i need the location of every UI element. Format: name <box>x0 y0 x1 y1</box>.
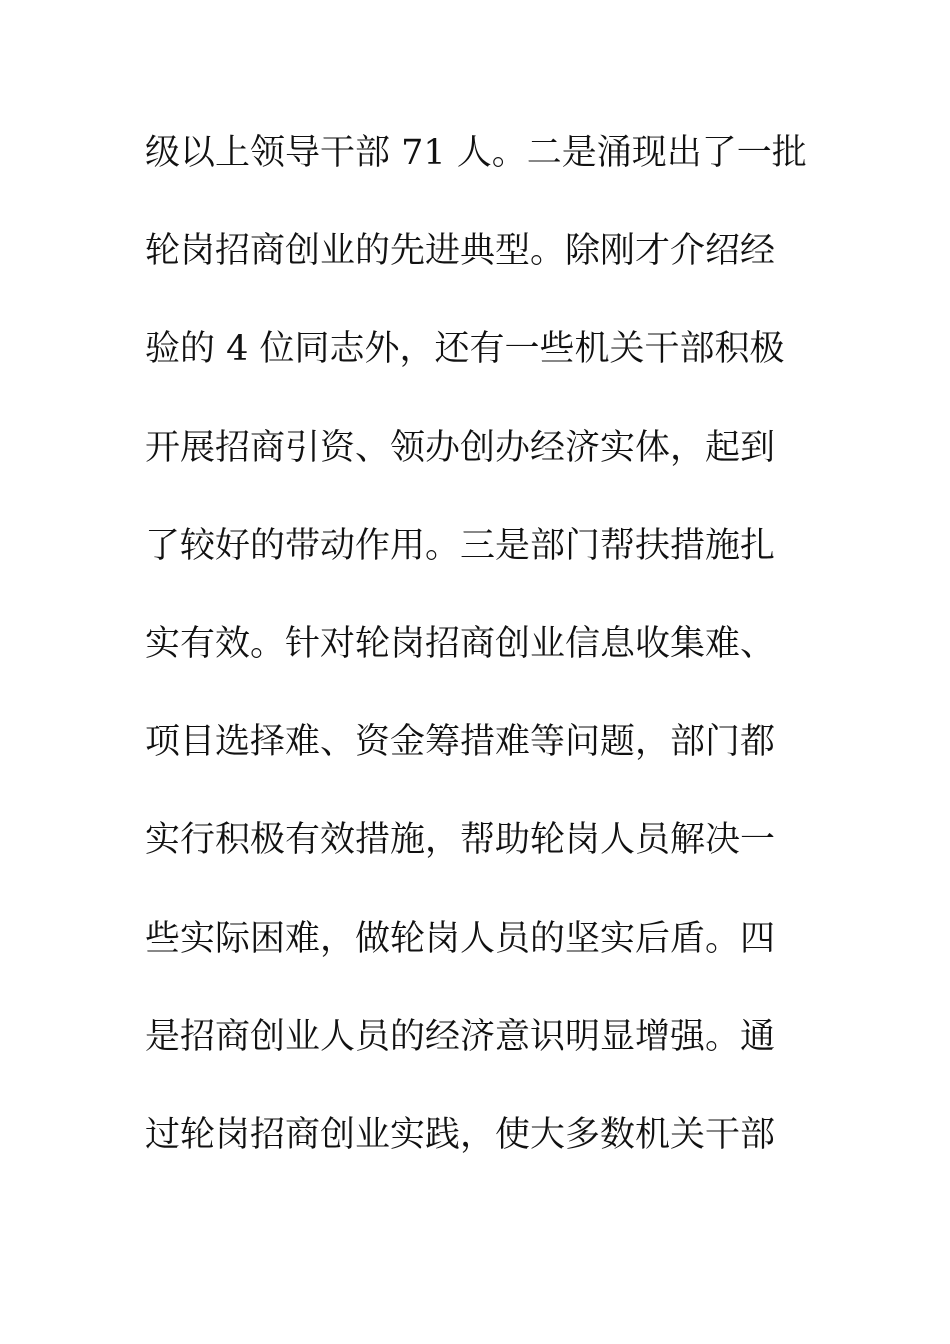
body-text <box>145 126 810 1206</box>
text-line: 级以上领导干部 71 人。二是涌现出了一批 <box>145 133 807 173</box>
text-line: 些实际困难，做轮岗人员的坚实后盾。四 <box>145 918 776 959</box>
text-line: 验的 4 位同志外，还有一些机关干部积极 <box>145 329 785 370</box>
text-line: 项目选择难、资金筹措难等问题，部门都 <box>145 722 776 763</box>
text-line: 了较好的带动作用。三是部门帮扶措施扎 <box>145 525 776 566</box>
text-line: 开展招商引资、领办创办经济实体，起到 <box>145 427 776 468</box>
text-line: 实行积极有效措施，帮助轮岗人员解决一 <box>145 820 776 861</box>
text-line: 轮岗招商创业的先进典型。除刚才介绍经 <box>145 231 776 272</box>
text-line: 实有效。针对轮岗招商创业信息收集难、 <box>145 623 776 664</box>
text-line: 是招商创业人员的经济意识明显增强。通 <box>145 1016 776 1057</box>
text-line: 过轮岗招商创业实践，使大多数机关干部 <box>145 1114 776 1155</box>
